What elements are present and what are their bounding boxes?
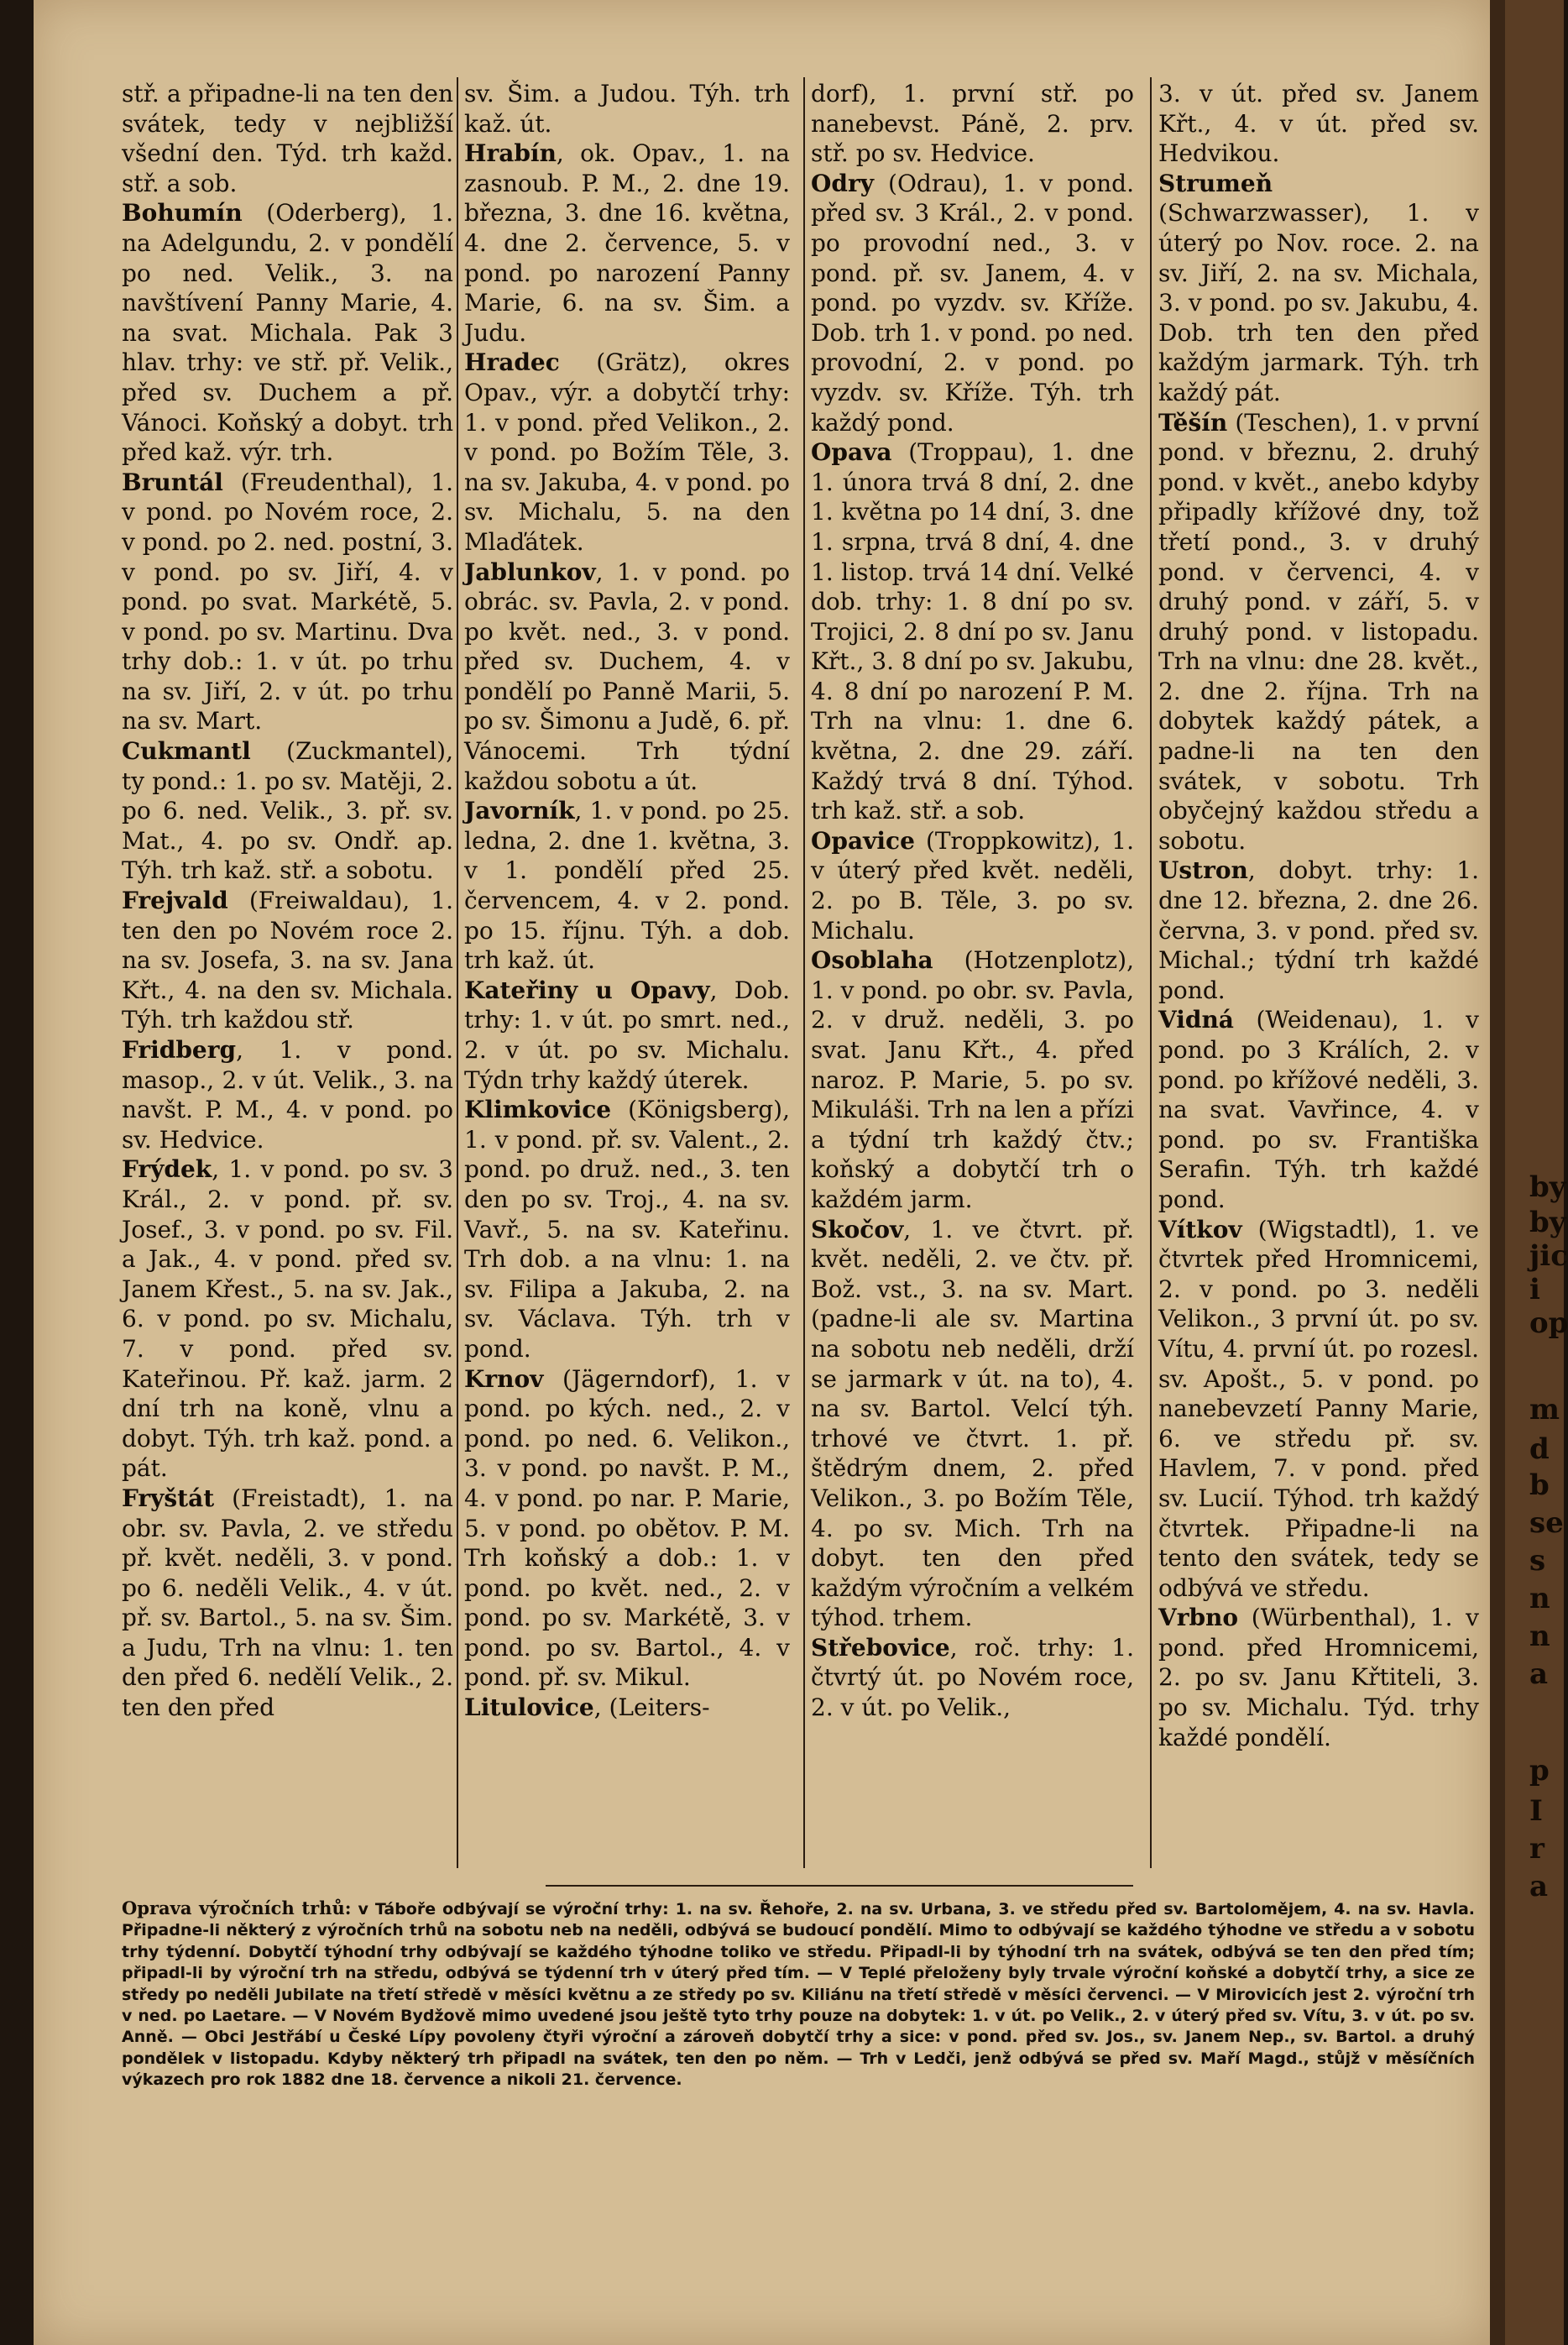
market-details: (Troppkowitz), 1. v úterý před květ. neděli, 2. po B. Těle, 3. po sv. Michalu.	[811, 826, 1134, 945]
market-details: (Weidenau), 1. v pond. po 3 Králích, 2. v pond. po křížové neděli, 3. na svat. Vavřince, 4. v pond. po sv. Františka Serafin. Týh. trh každé pond.	[1158, 1006, 1479, 1213]
market-details: (Freistadt), 1. na obr. sv. Pavla, 2. ve středu př. květ. neděli, 3. v pond. po 6. neděli Velik., 4. v út. př. sv. Bartol., 5. na sv. Šim. a Judu, Trh na vlnu: 1. ten den před 6. nedělí Velik., 2. ten den před	[122, 1484, 453, 1722]
market-entry	[464, 1095, 790, 1364]
market-details: (Königsberg), 1. v pond. př. sv. Valent., 2. pond. po druž. ned., 3. ten den po sv. Troj., 4. na sv. Vavř., 5. na sv. Kateřinu. Trh dob. a na vlnu: 1. na sv. Filipa a Jakuba, 2. na sv. Václava. Týh. trh v pond.	[464, 1096, 790, 1363]
market-details: stř. a připadne-li na ten den svátek, tedy v nejbližší všední den. Týd. trh každ. stř. a sob.	[122, 80, 453, 197]
margin-fragment: jic	[1529, 1239, 1568, 1273]
margin-fragment: m	[1529, 1393, 1560, 1426]
market-details: 3. v út. před sv. Janem Křt., 4. v út. před sv. Hedvikou.	[1158, 80, 1479, 168]
column-3	[811, 79, 1134, 1723]
correction-text: v Táboře odbývají se výroční trhy: 1. na sv. Řehoře, 2. na sv. Urbana, 3. ve středu před sv. Bartolomějem, 4. na sv. Havla. Připadne-li některý z výročních trhů na sobotu neb na neděli, odbývá se budoucí pondělí. Mimo to odbývají se každého týhodne ve středu a v sobotu trhy týdenní. Dobytčí týhodní trhy odbývají se každého týhodne toliko ve středu. Připadl-li by týhodní trh na svátek, odbývá se ten den před tím; připadl-li by výroční trh na středu, odbývá se týdenní trh v úterý před tím. — V Teplé přeloženy byly trvale výroční koňské a dobytčí trhy, a sice ze středy po neděli Jubilate na třetí středě v měsíci květnu a ze středy po sv. Kiliánu na třetí středě v měsíci červenci. — V Mirovicích jest 2. výroční trh v ned. po Laetare. — V Novém Bydžově mimo uvedené jsou ještě tyto trhy pouze na dobytek: 1. v út. po Velik., 2. v úterý před sv. Vítu, 3. v út. po sv. Anně. — Obci Jestřábí u České Lípy povoleny čtyři výroční a zároveň dobytčí trhy a sice: v pond. před sv. Jos., sv. Janem Nep., sv. Bartol. a druhý pondělek v listopadu. Kdyby některý trh připadl na svátek, ten den po něm. — Trh v Ledči, jenž odbývá se před sv. Maří Magd., stůjž v měsíčních výkazech pro rok 1882 dne 18. července a nikoli 21. července.	[122, 1900, 1475, 2090]
market-entry	[464, 1364, 790, 1693]
margin-fragment: d	[1529, 1432, 1550, 1466]
town-name: Jablunkov	[464, 557, 596, 586]
footnote-rule	[546, 1885, 1133, 1887]
market-details: (Freiwaldau), 1. ten den po Novém roce 2. na sv. Josefa, 3. na sv. Jana Křt., 4. na den sv. Michala. Týh. trh každou stř.	[122, 887, 453, 1034]
market-entry	[1158, 1215, 1479, 1604]
market-entry	[122, 198, 453, 467]
market-entry	[811, 1633, 1134, 1723]
market-details: (Troppau), 1. dne 1. února trvá 8 dní, 2. dne 1. května po 14 dní, 3. dne 1. srpna, trvá 8 dní, 4. dne 1. listop. trvá 14 dní. Velké dob. trhy: 1. 8 dní po sv. Trojici, 2. 8 dní po sv. Janu Křt., 3. 8 dní po sv. Jakubu, 4. 8 dní po narození P. M. Trh na vlnu: 1. dne 6. května, 2. dne 29. září. Každý trvá 8 dní. Týhod. trh kaž. stř. a sob.	[811, 438, 1134, 825]
margin-fragment: a	[1529, 1657, 1549, 1691]
market-details: (Teschen), 1. v první pond. v březnu, 2. druhý pond. v květ., anebo kdyby připadly křížové dny, tož třetí pond., 3. v druhý pond. v červenci, 4. v druhý pond. v září, 5. v druhý pond. v listopadu. Trh na vlnu: dne 28. květ., 2. dne 2. října. Trh na dobytek každý pátek, a padne-li na ten den svátek, v sobotu. Trh obyčejný každou středu a sobotu.	[1158, 408, 1479, 855]
correction-notice	[122, 1897, 1475, 2091]
town-name: Fridberg	[122, 1036, 237, 1064]
town-name: Litulovice	[464, 1693, 594, 1722]
margin-fragment: a	[1529, 1870, 1549, 1903]
market-details: (Zuckmantel), ty pond.: 1. po sv. Matěji, 2. po 6. ned. Velik., 3. př. sv. Mat., 4. po sv. Ondř. ap. Týh. trh kaž. stř. a sobotu.	[122, 737, 453, 885]
town-name: Fryštát	[122, 1484, 215, 1512]
market-details: , 1. v pond. po obrác. sv. Pavla, 2. v pond. po květ. ned., 3. v pond. před sv. Duchem, 4. v pondělí po Panně Marii, 5. po sv. Šimonu a Judě, 6. př. Vánocemi. Trh týdní každou sobotu a út.	[464, 557, 790, 795]
town-name: Frýdek	[122, 1155, 212, 1184]
market-entry	[1158, 1603, 1479, 1752]
market-details: (Odrau), 1. v pond. před sv. 3 Král., 2. v pond. po provodní ned., 3. v pond. př. sv. Janem, 4. v pond. po vyzdv. sv. Kříže. Dob. trh 1. v pond. po ned. provodní, 2. v pond. po vyzdv. sv. Kříže. Týh. trh každý pond.	[811, 169, 1134, 437]
market-entry	[1158, 856, 1479, 1005]
margin-fragment: se	[1529, 1506, 1564, 1540]
market-details: , Dob. trhy: 1. v út. po smrt. ned., 2. v út. po sv. Michalu. Týdn trhy každý úterek.	[464, 976, 790, 1094]
market-entry	[122, 1035, 453, 1154]
town-name: Ustron	[1158, 856, 1248, 885]
margin-fragment: by	[1529, 1170, 1566, 1204]
market-details: , 1. v pond. masop., 2. v út. Velik., 3. na navšt. P. M., 4. v pond. po sv. Hedvice.	[122, 1036, 453, 1154]
market-entry	[122, 1154, 453, 1484]
column-divider	[1150, 77, 1152, 1868]
margin-fragment: n	[1529, 1620, 1550, 1653]
column-2	[464, 79, 790, 1723]
market-details: (Oderberg), 1. na Adelgundu, 2. v pondělí po ned. Velik., 3. na navštívení Panny Marie, 4. na svat. Michala. Pak 3 hlav. trhy: ve stř. př. Velik., před sv. Duchem a př. Vánoci. Koňský a dobyt. trh před kaž. výr. trh.	[122, 199, 453, 467]
margin-fragment: r	[1529, 1832, 1544, 1866]
market-details: , 1. v pond. po 25. ledna, 2. dne 1. května, 3. v 1. pondělí před 25. červencem, 4. v 2. pond. po 15. říjnu. Týh. a dob. trh kaž. út.	[464, 797, 790, 975]
town-name: Klimkovice	[464, 1096, 612, 1124]
market-entry	[1158, 408, 1479, 856]
margin-fragment: s	[1529, 1544, 1546, 1578]
town-name: Frejvald	[122, 887, 228, 915]
market-entry	[464, 976, 790, 1095]
market-entry	[464, 796, 790, 976]
market-entry	[122, 736, 453, 886]
market-entry	[122, 1484, 453, 1723]
margin-fragment: b	[1529, 1468, 1550, 1502]
market-details: (Schwarzwasser), 1. v úterý po Nov. roce. 2. na sv. Jiří, 2. na sv. Michala, 3. v pond. po sv. Jakubu, 4. Dob. trh ten den před každým jarmark. Týh. trh každý pát.	[1158, 199, 1479, 406]
market-entry	[122, 79, 453, 198]
column-4	[1158, 79, 1479, 1752]
market-entry	[464, 557, 790, 797]
market-entry	[464, 348, 790, 557]
town-name: Bohumín	[122, 199, 243, 228]
margin-fragment: i	[1529, 1273, 1540, 1306]
column-divider	[457, 77, 458, 1868]
market-entry	[122, 468, 453, 736]
town-name: Bruntál	[122, 468, 223, 496]
column-divider	[803, 77, 805, 1868]
market-details: (Jägerndorf), 1. v pond. po kých. ned., 2. v pond. po ned. 6. Velikon., 3. v pond. po navšt. P. M., 4. v pond. po nar. P. Marie, 5. v pond. po obětov. P. M. Trh koňský a dob.: 1. v pond. po květ. ned., 2. v pond. po sv. Markétě, 3. v pond. po sv. Bartol., 4. v pond. př. sv. Mikul.	[464, 1364, 790, 1692]
town-name: Strumeň	[1158, 169, 1273, 197]
market-entry	[811, 79, 1134, 169]
town-name: Krnov	[464, 1364, 544, 1393]
town-name: Těšín	[1158, 408, 1228, 437]
town-name: Odry	[811, 169, 874, 197]
market-entry	[811, 945, 1134, 1214]
market-entry	[811, 437, 1134, 826]
town-name: Vítkov	[1158, 1215, 1242, 1243]
market-details: , dobyt. trhy: 1. dne 12. března, 2. dne 26. června, 3. v pond. před sv. Michal.; týdní trh každé pond.	[1158, 856, 1479, 1004]
market-entry	[464, 139, 790, 348]
town-name: Opava	[811, 438, 892, 467]
town-name: Střebovice	[811, 1633, 950, 1662]
market-entry	[1158, 79, 1479, 169]
town-name: Skočov	[811, 1215, 904, 1243]
margin-fragment: p	[1529, 1754, 1550, 1788]
market-details: dorf), 1. první stř. po nanebevst. Páně, 2. prv. stř. po sv. Hedvice.	[811, 80, 1134, 168]
market-details: (Freudenthal), 1. v pond. po Novém roce, 2. v pond. po 2. ned. postní, 3. v pond. po sv. Jiří, 4. v pond. po svat. Markétě, 5. v pond. po sv. Martinu. Dva trhy dob.: 1. v út. po trhu na sv. Jiří, 2. v út. po trhu na sv. Mart.	[122, 468, 453, 735]
town-name: Osoblaha	[811, 946, 933, 975]
margin-fragment: by	[1529, 1206, 1566, 1239]
town-name: Opavice	[811, 826, 915, 855]
town-name: Hrabín	[464, 139, 557, 168]
market-details: (Hotzenplotz), 1. v pond. po obr. sv. Pavla, 2. v druž. neděli, 3. po svat. Janu Křt., 4. před naroz. P. Marie, 5. po sv. Mikuláši. Trh na len a přízi a týdní trh každý čtv.; koňský a dobytčí trh o každém jarm.	[811, 946, 1134, 1213]
market-details: sv. Šim. a Judou. Týh. trh kaž. út.	[464, 80, 790, 138]
market-entry	[811, 826, 1134, 945]
market-details: , ok. Opav., 1. na zasnoub. P. M., 2. dne 19. března, 3. dne 16. května, 4. dne 2. července, 5. v pond. po narození Panny Marie, 6. na sv. Šim. a Judu.	[464, 139, 790, 347]
town-name: Kateřiny u Opavy	[464, 976, 710, 1004]
town-name: Hradec	[464, 348, 560, 377]
town-name: Vrbno	[1158, 1604, 1239, 1632]
margin-fragment: n	[1529, 1582, 1550, 1615]
market-entry	[811, 1215, 1134, 1633]
market-entry	[464, 79, 790, 139]
column-1	[122, 79, 453, 1723]
margin-fragment: I	[1529, 1794, 1543, 1828]
town-name: Javorník	[464, 797, 575, 825]
market-entry	[1158, 169, 1479, 408]
correction-heading: Oprava výročních trhů:	[122, 1897, 352, 1918]
market-details: (Wigstadtl), 1. ve čtvrtek před Hromnicemi, 2. v pond. po 3. neděli Velikon., 3 první út. po sv. Vítu, 4. první út. po rozesl. sv. Apošt., 5. v pond. po nanebevzetí Panny Marie, 6. ve středu př. sv. Havlem, 7. v pond. před sv. Lucií. Týhod. trh každý čtvrtek. Připadne-li na tento den svátek, tedy se odbývá ve středu.	[1158, 1215, 1479, 1602]
market-details: (Würbenthal), 1. v pond. před Hromnicemi, 2. po sv. Janu Křtiteli, 3. po sv. Michalu. Týd. trhy každé pondělí.	[1158, 1604, 1479, 1751]
town-name: Cukmantl	[122, 737, 251, 766]
margin-fragment: op	[1529, 1306, 1568, 1340]
market-details: , roč. trhy: 1. čtvrtý út. po Novém roce, 2. v út. po Velik.,	[811, 1633, 1134, 1722]
market-details: , (Leiters-	[593, 1693, 710, 1722]
market-entry	[1158, 1005, 1479, 1214]
market-details: , 1. ve čtvrt. př. květ. neděli, 2. ve čtv. př. Bož. vst., 3. na sv. Mart. (padne-li ale sv. Martina na sobotu neb neděli, drží se jarmark v út. na to), 4. na sv. Bartol. Velcí týh. trhové ve čtvrt. 1. př. štědrým dnem, 2. před Velikon., 3. po Božím Těle, 4. po sv. Mich. Trh na dobyt. ten den před každým výročním a velkém týhod. trhem.	[811, 1215, 1134, 1632]
market-entry	[122, 886, 453, 1035]
market-entry	[811, 169, 1134, 437]
town-name: Vidná	[1158, 1006, 1234, 1034]
market-details: (Grätz), okres Opav., výr. a dobytčí trhy: 1. v pond. před Velikon., 2. v pond. po Božím Těle, 3. na sv. Jakuba, 4. v pond. po sv. Michalu, 5. na den Mlaďátek.	[464, 348, 790, 556]
market-entry	[464, 1693, 790, 1723]
market-details: , 1. v pond. po sv. 3 Král., 2. v pond. př. sv. Josef., 3. v pond. po sv. Fil. a Jak., 4. v pond. před sv. Janem Křest., 5. na sv. Jak., 6. v pond. po sv. Michalu, 7. v pond. před sv. Kateřinou. Př. kaž. jarm. 2 dní trh na koně, vlnu a dobyt. Týh. trh kaž. pond. a pát.	[122, 1155, 453, 1483]
